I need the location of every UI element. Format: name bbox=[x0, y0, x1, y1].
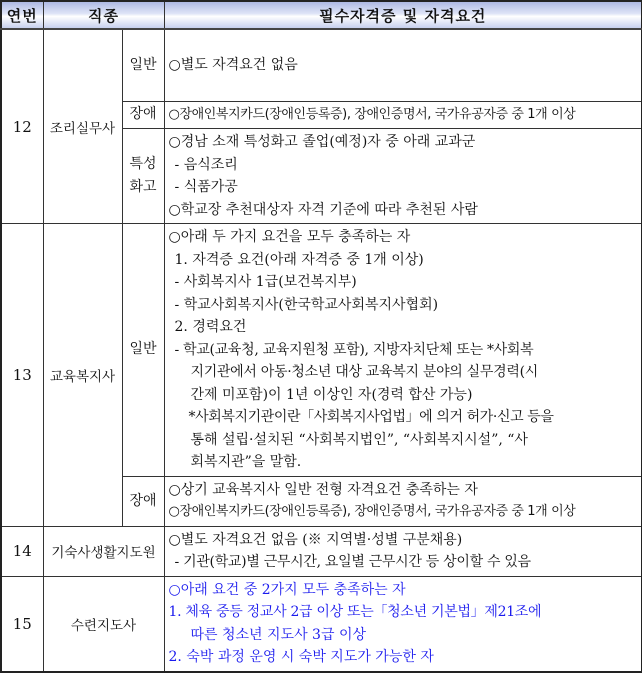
requirement-line: ○장애인복지카드(장애인등록증), 장애인증명서, 국가유공자증 중 1개 이상 bbox=[168, 504, 576, 519]
table-row bbox=[1, 224, 642, 477]
requirement-line: ○상기 교육복지사 일반 전형 자격요건 충족하는 자 bbox=[168, 481, 478, 498]
table-header-row bbox=[1, 1, 642, 29]
requirement-line: - 사회복지사 1급(보건복지부) bbox=[174, 274, 357, 290]
sub-type bbox=[122, 129, 164, 224]
requirement-line: - 학교(교육청, 교육지원청 포함), 지방자치단체 또는 *사회복 bbox=[174, 341, 534, 358]
row-number: 14 bbox=[1, 526, 43, 576]
requirement-line: *사회복지기관이란「사회복지사업법」에 의거 허가·신고 등을 bbox=[188, 409, 554, 425]
requirement-line: 2. 경력요건 bbox=[174, 319, 247, 335]
requirement-line: 2. 숙박 과정 운영 시 숙박 지도가 가능한 자 bbox=[168, 649, 434, 665]
requirement-line: 1. 체육 중등 정교사 2급 이상 또는「청소년 기본법」제21조에 bbox=[168, 604, 542, 620]
sub-type-line: 화고 bbox=[129, 179, 157, 195]
sub-type-line: 특성 bbox=[129, 156, 157, 172]
requirement-line: ○별도 자격요건 없음 (※ 지역별·성별 구분채용) bbox=[168, 531, 463, 548]
job-title: 기숙사생활지도원 bbox=[43, 526, 164, 576]
header-number: 연번 bbox=[1, 1, 43, 29]
requirement-line: ○아래 두 가지 요건을 모두 충족하는 자 bbox=[168, 229, 411, 245]
requirement-line: 회복지관”을 말함. bbox=[190, 454, 302, 470]
requirement-line: - 음식조리 bbox=[174, 156, 238, 173]
job-title: 교육복지사 bbox=[43, 224, 122, 527]
requirement-line: ○아래 요건 중 2가지 모두 충족하는 자 bbox=[168, 581, 406, 598]
job-title: 조리실무사 bbox=[43, 29, 122, 224]
requirement-line: 따른 청소년 지도사 3급 이상 bbox=[190, 626, 366, 643]
job-title: 수련지도사 bbox=[43, 576, 164, 672]
requirement-line: ○경남 소재 특성화고 졸업(예정)자 중 아래 교과군 bbox=[168, 134, 476, 150]
row-number: 12 bbox=[1, 29, 43, 224]
requirement-line: ○별도 자격요건 없음 bbox=[168, 57, 298, 73]
requirements-cell bbox=[164, 576, 642, 672]
row-number: 13 bbox=[1, 224, 43, 527]
requirement-line: ○학교장 추천대상자 자격 기준에 따라 추천된 사람 bbox=[168, 201, 478, 218]
requirements-cell bbox=[164, 526, 642, 576]
sub-type: 장애 bbox=[122, 476, 164, 526]
requirement-line: - 기관(학교)별 근무시간, 요일별 근무시간 등 상이할 수 있음 bbox=[174, 554, 531, 570]
requirement-line: 통해 설립·설치된 “사회복지법인”, “사회복지시설”, “사 bbox=[190, 431, 528, 448]
requirements-cell bbox=[164, 129, 642, 224]
row-number: 15 bbox=[1, 576, 43, 672]
table-row bbox=[1, 29, 642, 101]
sub-type: 일반 bbox=[122, 29, 164, 101]
requirements-cell bbox=[164, 101, 642, 129]
table-row bbox=[1, 526, 642, 576]
requirement-line: 간제 미포함)이 1년 이상인 자(경력 합산 가능) bbox=[190, 386, 473, 403]
sub-type: 장애 bbox=[122, 101, 164, 129]
requirement-line: - 식품가공 bbox=[174, 179, 238, 195]
sub-type: 일반 bbox=[122, 224, 164, 477]
requirement-line: - 학교사회복지사(한국학교사회복지사협회) bbox=[174, 296, 439, 313]
requirements-cell bbox=[164, 476, 642, 526]
requirement-line: 1. 자격증 요건(아래 자격증 중 1개 이상) bbox=[174, 251, 424, 268]
requirement-line: 지기관에서 아동·청소년 대상 교육복지 분야의 실무경력(시 bbox=[190, 364, 538, 380]
table-row bbox=[1, 576, 642, 672]
header-job: 직종 bbox=[43, 1, 164, 29]
requirements-cell bbox=[164, 224, 642, 477]
requirement-line: ○장애인복지카드(장애인등록증), 장애인증명서, 국가유공자증 중 1개 이상 bbox=[168, 106, 576, 122]
requirements-cell bbox=[164, 29, 642, 101]
header-requirements: 필수자격증 및 자격요건 bbox=[164, 1, 642, 29]
